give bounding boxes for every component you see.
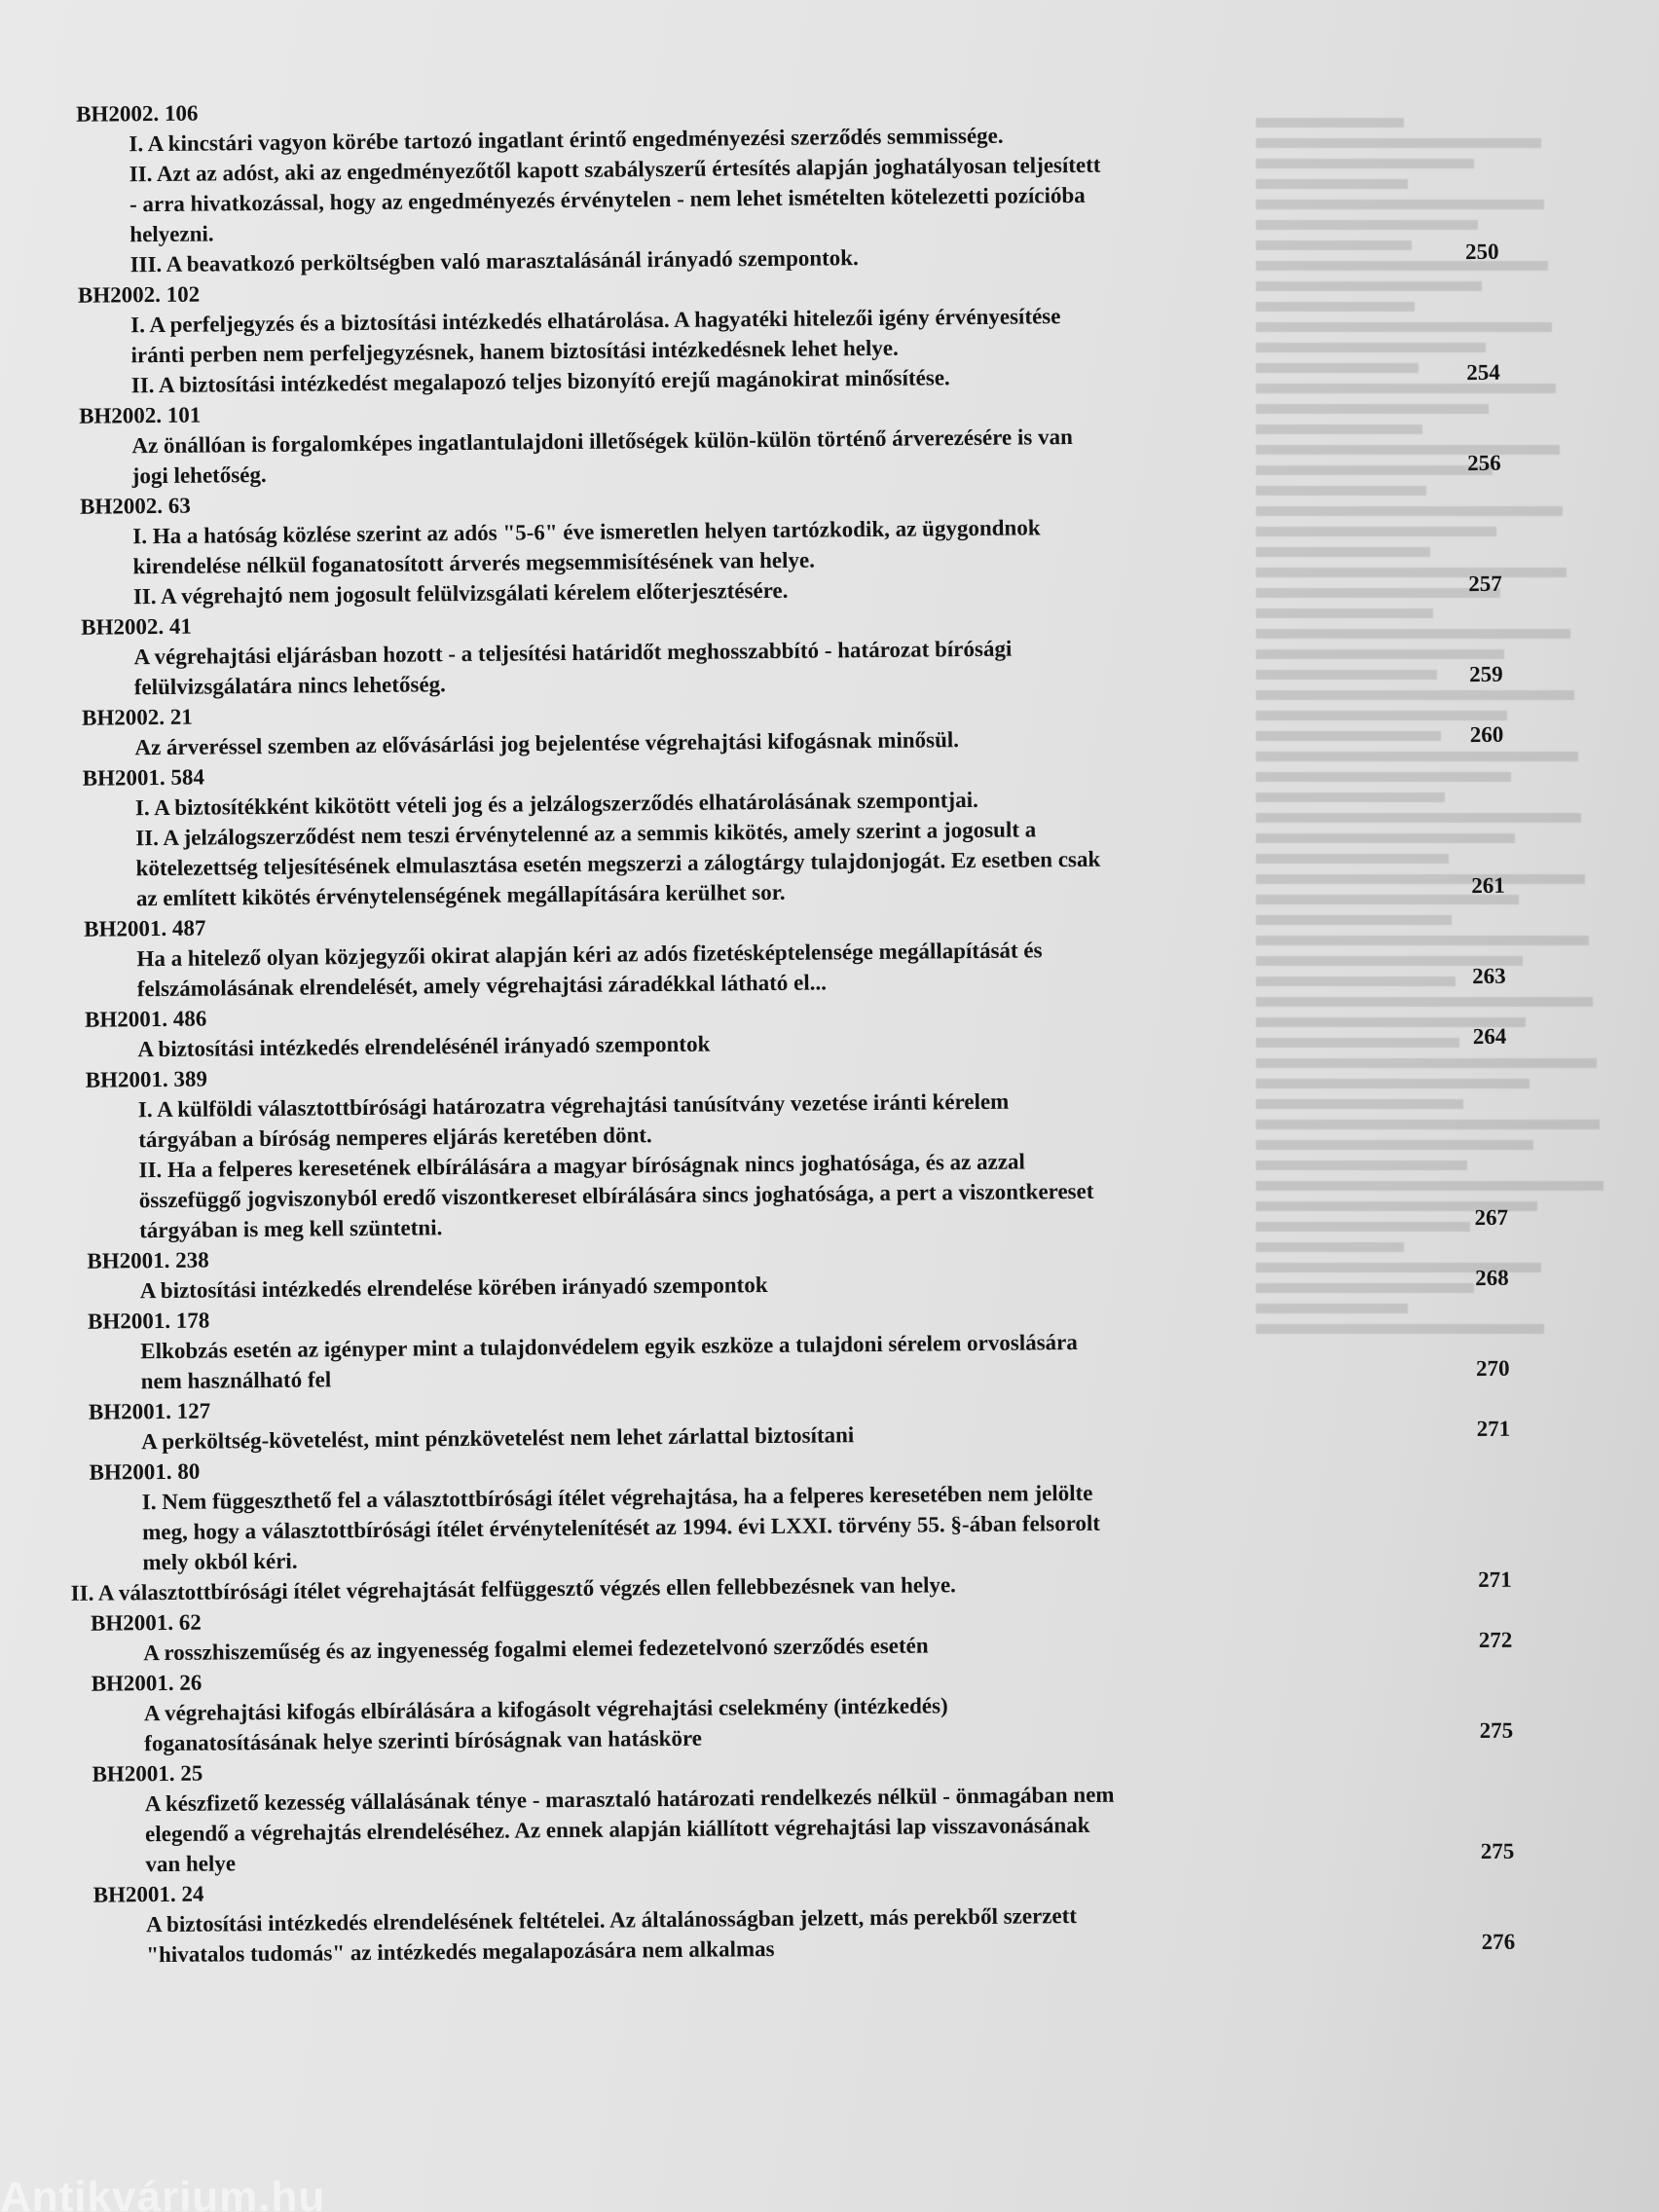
entry-code: BH2001. 80 [89, 1458, 201, 1485]
entry-text: I. Ha a hatóság közlése szerint az adós "5-6" éve ismeretlen helyen tartózkodik, az ügygondnok [132, 515, 1041, 549]
entry-code: BH2002. 63 [79, 493, 191, 519]
page-number: 276 [1481, 1929, 1516, 1955]
entry-text: A biztosítási intézkedés elrendelésénél irányadó szempontok [137, 1031, 711, 1062]
page-number: 271 [1476, 1416, 1511, 1442]
entry-code: BH2001. 26 [91, 1670, 203, 1696]
entry-code: BH2001. 24 [92, 1881, 204, 1907]
entry-code: BH2001. 238 [87, 1247, 209, 1273]
entry-text: I. A külföldi választottbírósági határozatra végrehajtási tanúsítvány vezetése iránti kérelem [137, 1088, 1010, 1123]
index-list [56, 86, 1515, 1971]
index-entry [63, 750, 1505, 914]
entry-text: tárgyában a bíróság nemperes eljárás keretében dönt. [138, 1123, 652, 1153]
page-number: 257 [1468, 571, 1502, 597]
entry-text: felszámolásának elrendelését, amely végrehajtási záradékkal látható el... [136, 970, 828, 1002]
entry-text: - arra hivatkozással, hogy az engedményezés érvénytelen - nem lehet ismételten kötelezetti pozícióba [129, 182, 1086, 217]
entry-text: kötelezettség teljesítésének elmulasztása esetén megszerzi a zálogtárgy tulajdonjogát. Ez esetben csak [135, 846, 1101, 881]
page-number: 260 [1469, 721, 1504, 748]
entry-text: Elkobzás esetén az igényper mint a tulajdonvédelem egyik eszköze a tulajdoni sérelem orvoslására [140, 1329, 1078, 1364]
entry-code: BH2002. 106 [76, 100, 199, 127]
entry-text: A perköltség-követelést, mint pénzkövetelést nem lehet zárlattal biztosítani [141, 1422, 855, 1455]
page-number: 272 [1478, 1627, 1513, 1653]
entry-text: nem használható fel [140, 1367, 332, 1394]
entry-text: A biztosítási intézkedés elrendelése körében irányadó szempontok [139, 1272, 768, 1304]
entry-text: mely okból kéri. [142, 1548, 298, 1575]
entry-code: BH2002. 101 [79, 402, 202, 428]
page-number: 263 [1472, 963, 1506, 989]
entry-text: van helye [145, 1851, 237, 1877]
entry-text: tárgyában is meg kell szüntetni. [139, 1215, 443, 1243]
index-entry [59, 387, 1501, 492]
entry-text: Ha a hitelező olyan közjegyzői okirat alapján kéri az adós fizetésképtelensége megállapítását és [136, 938, 1043, 972]
entry-text: I. Nem függeszthető fel a választottbírósági ítélet végrehajtása, ha a felperes keresetében nem jelölte [141, 1480, 1093, 1515]
index-entry [69, 1444, 1511, 1608]
index-entry [56, 86, 1499, 280]
entry-text: II. Ha a felperes keresetének elbírálására a magyar bíróságnak nincs joghatósága, és az azzal [138, 1149, 1025, 1183]
page-number: 254 [1466, 359, 1500, 386]
entry-text: A végrehajtási kifogás elbírálására a kifogásolt végrehajtási cselekmény (intézkedés) [143, 1693, 948, 1726]
page-number: 275 [1479, 1717, 1514, 1744]
entry-text: meg, hogy a választottbírósági ítélet érvénytelenítését az 1994. évi LXXI. törvény 55. §-ában felsorolt [142, 1510, 1101, 1545]
entry-code: BH2001. 486 [84, 1006, 207, 1032]
page-number: 270 [1475, 1355, 1510, 1382]
index-entry [74, 1866, 1516, 1971]
entry-text: összefüggő jogviszonyból eredő viszontkereset elbírálására sincs joghatósága, a pert a viszontkereset [138, 1178, 1094, 1213]
entry-text: jogi lehetőség. [131, 461, 267, 489]
page-number: 264 [1472, 1023, 1507, 1050]
index-entry [66, 1051, 1509, 1246]
entry-text: A végrehajtási eljárásban hozott - a teljesítési határidőt meghosszabbító - határozat bírósági [133, 636, 1013, 670]
entry-text: II. Azt az adóst, aki az engedményezőtől kapott szabályszerű értesítés alapján joghatályosan teljesített [129, 152, 1101, 187]
entry-code: BH2001. 584 [82, 764, 205, 791]
page-number: 256 [1467, 450, 1501, 476]
entry-text: Az árveréssel szemben az elővásárlási jog bejelentése végrehajtási kifogásnak minősül. [134, 727, 960, 760]
entry-text: II. A biztosítási intézkedést megalapozó teljes bizonyító erejű magánokirat minősítése. [130, 365, 950, 398]
entry-code: BH2002. 21 [81, 704, 193, 730]
entry-text: I. A perfeljegyzés és a biztosítási intézkedés elhatárolása. A hagyatéki hitelezői igény érvényesítése [130, 304, 1061, 338]
entry-text: iránti perben nem perfeljegyzésnek, hanem biztosítási intézkedésnek lehet helye. [130, 335, 899, 368]
entry-text: helyezni. [129, 221, 214, 247]
entry-text: A rosszhiszeműség és az ingyenesség fogalmi elemei fedezetelvonó szerződés esetén [143, 1633, 929, 1666]
page-number: 250 [1464, 239, 1499, 265]
entry-code: BH2001. 178 [87, 1308, 210, 1334]
index-entry [64, 901, 1506, 1005]
entry-text: II. A jelzálogszerződést nem teszi érvénytelenné az a semmis kikötés, amely szerint a jogosult a [135, 817, 1037, 851]
entry-text: kirendelése nélkül foganatosított árverés megsemmisítésének van helye. [132, 547, 816, 579]
entry-code: BH2001. 62 [90, 1609, 202, 1636]
entry-code: BH2001. 487 [84, 915, 206, 941]
index-entry [68, 1293, 1510, 1397]
entry-code: BH2002. 41 [81, 613, 193, 640]
entry-text: foganatosításának helye szerinti bíróságnak van hatásköre [144, 1725, 703, 1756]
entry-text: I. A kincstári vagyon körébe tartozó ingatlant érintő engedményezési szerződés semmissége. [129, 123, 1004, 157]
page-number: 268 [1475, 1265, 1509, 1291]
entry-text: felülvizsgálatára nincs lehetőség. [133, 672, 446, 700]
entry-code: BH2001. 389 [85, 1066, 208, 1092]
entry-text: I. A biztosítékként kikötött vételi jog és a jelzálogszerződés elhatárolásának szempontjai. [134, 787, 978, 821]
entry-text: II. A választottbírósági ítélet végrehajtását felfüggesztő végzés ellen fellebbezésnek van helye. [70, 1572, 956, 1605]
index-entry [61, 599, 1503, 703]
entry-text: A készfizető kezesség vállalásának ténye - marasztaló határozati rendelkezés nélkül - önmagában nem [144, 1782, 1115, 1817]
page-number: 271 [1478, 1567, 1512, 1593]
page-number: 267 [1474, 1204, 1509, 1231]
index-entry [71, 1655, 1513, 1759]
page-number: 259 [1469, 661, 1503, 687]
index-entry [72, 1746, 1514, 1880]
page-number: 275 [1480, 1838, 1515, 1864]
entry-code: BH2001. 25 [92, 1760, 203, 1787]
entry-text: A biztosítási intézkedés elrendelésének feltételei. Az általánosságban jelzett, más perekből szerzett [145, 1903, 1078, 1937]
entry-text: az említett kikötés érvénytelenségének megállapítására kerülhet sor. [135, 879, 786, 911]
entry-text: III. A beavatkozó perköltségben való marasztalásánál irányadó szempontok. [129, 245, 859, 277]
entry-text: Az önállóan is forgalomképes ingatlantulajdoni illetőségek külön-külön történő árverezésére is van [131, 424, 1073, 459]
watermark: Antikvárium.hu [0, 2173, 326, 2212]
page-number: 261 [1471, 872, 1505, 899]
entry-text: II. A végrehajtó nem jogosult felülvizsgálati kérelem előterjesztésére. [132, 577, 789, 609]
index-entry [60, 478, 1502, 612]
entry-code: BH2002. 102 [77, 281, 201, 308]
entry-text: "hivatalos tudomás" az intézkedés megalapozására nem alkalmas [146, 1936, 775, 1968]
entry-code: BH2001. 127 [88, 1398, 211, 1424]
index-entry [58, 267, 1500, 401]
entry-text: elegendő a végrehajtás elrendeléséhez. Az ennek alapján kiállított végrehajtási lap visszavonásának [144, 1812, 1090, 1847]
